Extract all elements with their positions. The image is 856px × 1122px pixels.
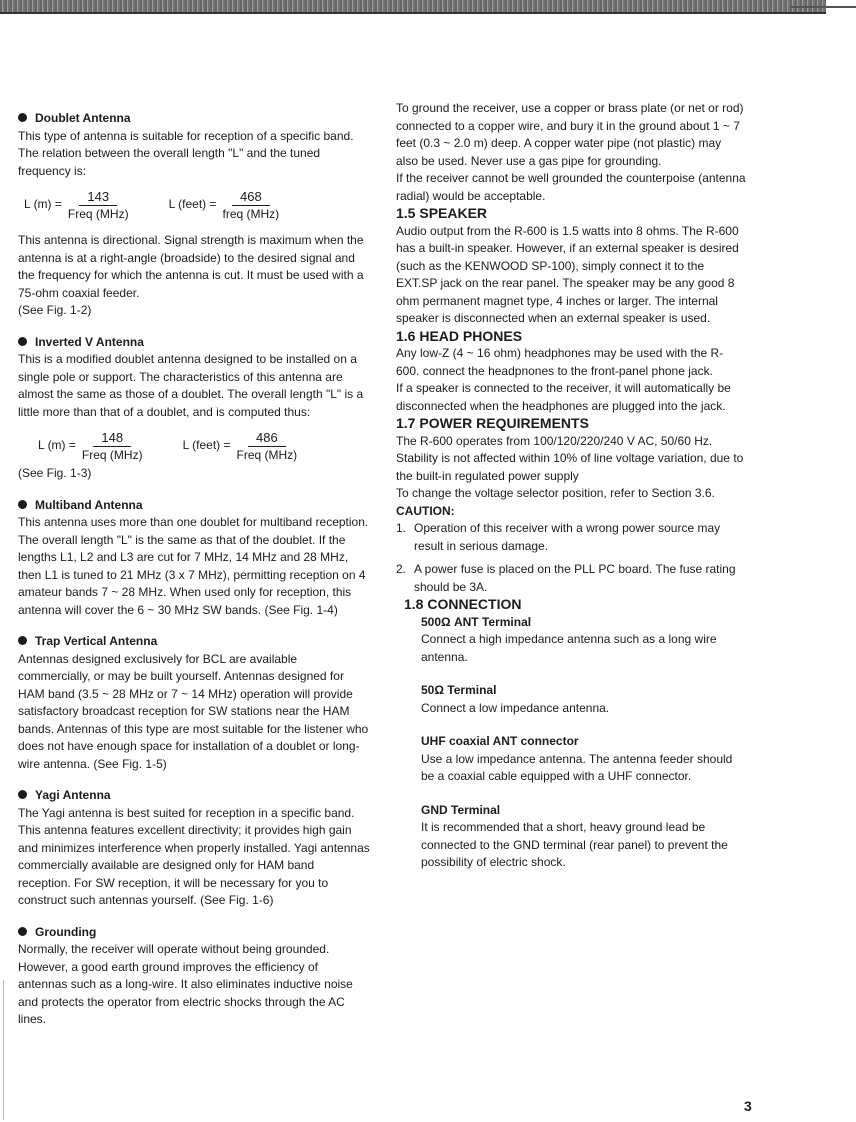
- yagi-para-1: The Yagi antenna is best suited for reception in a specific band. This antenna features excellent directivity; it provides high gain and minimizes interference when properly installed. Yagi antennas commercially available are designed only for HAM band reception. For SW reception, it will be necessary for you to construct such antennas yourself. (See Fig. 1-6): [18, 805, 370, 907]
- caution-item: 1. Operation of this receiver with a wrong power source may result in serious damage.: [396, 521, 721, 553]
- doublet-formula: [18, 186, 370, 224]
- ground-para-2: If the receiver cannot be well grounded the counterpoise (antenna radial) would be acceptable.: [396, 171, 746, 203]
- power-para-2: To change the voltage selector position, refer to Section 3.6.: [396, 486, 715, 500]
- page-number: 3: [744, 1098, 752, 1114]
- bullet-icon: [18, 337, 27, 346]
- caution-label: CAUTION:: [396, 503, 455, 518]
- inverted-v-heading: Inverted V Antenna: [18, 334, 370, 352]
- formula-fraction: $\frac{486}{\text{Freq (MHz)}}$: [236, 430, 298, 462]
- multiband-heading: Multiband Antenna: [18, 497, 370, 515]
- doublet-heading: Doublet Antenna: [18, 110, 370, 128]
- inverted-v-fig-ref: (See Fig. 1-3): [18, 466, 92, 480]
- formula-label: L (feet) =: [182, 438, 231, 453]
- gnd-terminal-text: It is recommended that a short, heavy ground lead be connected to the GND terminal (rear panel) to prevent the possibility of electric shock.: [421, 820, 728, 869]
- right-column: [396, 100, 746, 872]
- formula-label: L (m) =: [24, 197, 62, 212]
- uhf-connector-heading: UHF coaxial ANT connector: [421, 734, 579, 748]
- trap-vertical-para-1: Antennas designed exclusively for BCL are available commercially, or may be built yourself. Antennas designed for HAM band (3.5 ~ 28 MHz or 7 ~ 14 MHz) operation will provide satisfactory broadcast reception for SW stations near the HAM bands. Antennas of this type are most suitable for the listener who does not have enough space for installation of a doublet or long-wire antenna. (See Fig. 1-5): [18, 651, 369, 771]
- formula-label: L (feet) =: [168, 197, 217, 212]
- header-rule: [0, 12, 826, 14]
- trap-vertical-heading: Trap Vertical Antenna: [18, 633, 370, 651]
- uhf-connector-text: Use a low impedance antenna. The antenna feeder should be a coaxial cable equipped with a UHF connector.: [421, 751, 733, 783]
- power-heading: 1.7 POWER REQUIREMENTS: [396, 415, 589, 431]
- bullet-icon: [18, 790, 27, 799]
- formula-label: L (m) =: [38, 438, 76, 453]
- inverted-v-formula: [18, 427, 370, 465]
- doublet-fig-ref: (See Fig. 1-2): [18, 303, 92, 317]
- formula-fraction: $\frac{143}{\text{Freq (MHz)}}$: [67, 189, 129, 221]
- ground-para-1: To ground the receiver, use a copper or brass plate (or net or rod) connected to a copper wire, and bury it in the ground about 1 ~ 7 feet (0.3 ~ 2.0 m) deep. A copper water pipe (not plastic) may also be used. Never use a gas pipe for grounding.: [396, 101, 744, 168]
- bullet-icon: [18, 636, 27, 645]
- multiband-para-1: This antenna uses more than one doublet for multiband reception. The overall length "L" is the same as that of the doublet. If the lengths L1, L2 and L3 are cut for 7 MHz, 14 MHz and 28 MHz, then L1 is tuned to 21 MHz (3 x 7 MHz), permitting reception on 4 amateur bands 7 ~ 28 MHz. When used only for reception, this antenna will cover the 6 ~ 30 MHz SW bands. (See Fig. 1-4): [18, 515, 369, 617]
- bullet-icon: [18, 113, 27, 122]
- doublet-para-1: This type of antenna is suitable for reception of a specific band.: [18, 128, 354, 143]
- connection-heading: 1.8 CONNECTION: [404, 596, 522, 612]
- grounding-para-1: Normally, the receiver will operate without being grounded. However, a good earth ground improves the efficiency of antennas such as a long-wire. It also eliminates inductive noise and protects the operator from electric shocks through the AC lines.: [18, 942, 353, 1026]
- ant-50-heading: 50Ω Terminal: [421, 683, 497, 697]
- ant-50-text: Connect a low impedance antenna.: [421, 700, 610, 715]
- formula-fraction: $\frac{148}{\text{Freq (MHz)}}$: [81, 430, 143, 462]
- speaker-para-1: Audio output from the R-600 is 1.5 watts into 8 ohms. The R-600 has a built-in speaker. However, if an external speaker is desired (such as the KENWOOD SP-100), simply connect it to the EXT.SP jack on the rear panel. The speaker may be any good 8 ohm permanent magnet type, 4 inches or larger. The internal speaker is disconnected when an external speaker is used.: [396, 223, 739, 325]
- doublet-para-3: This antenna is directional. Signal strength is maximum when the antenna is at a right-angle (broadside) to the desired signal and the frequency for which the antenna is cut. It must be used with a 75-ohm coaxial feeder.: [18, 233, 364, 300]
- headphones-heading: 1.6 HEAD PHONES: [396, 327, 523, 344]
- page-edge-line: [3, 980, 4, 1120]
- grounding-heading: Grounding: [18, 924, 370, 942]
- yagi-heading: Yagi Antenna: [18, 787, 370, 805]
- headphones-para-2: If a speaker is connected to the receiver, it will automatically be disconnected when the headphones are plugged into the jack.: [396, 381, 731, 413]
- bullet-icon: [18, 927, 27, 936]
- formula-fraction: $\frac{468}{\text{freq (MHz)}}$: [222, 189, 280, 221]
- corner-mark: [790, 6, 856, 8]
- speaker-heading: 1.5 SPEAKER: [396, 205, 488, 221]
- bullet-icon: [18, 500, 27, 509]
- scan-header-bar: [0, 0, 826, 12]
- ant-500-heading: 500Ω ANT Terminal: [421, 614, 532, 629]
- headphones-para-1: Any low-Z (4 ~ 16 ohm) headphones may be used with the R-600. connect the headpnones to the front-panel phone jack.: [396, 346, 724, 378]
- caution-item: 2. A power fuse is placed on the PLL PC board. The fuse rating should be 3A.: [396, 562, 736, 594]
- ant-500-text: Connect a high impedance antenna such as a long wire antenna.: [421, 632, 717, 664]
- connection-subsections: [421, 614, 746, 872]
- doublet-para-2: The relation between the overall length "L" and the tuned frequency is:: [18, 146, 321, 178]
- left-column: [18, 110, 370, 1029]
- gnd-terminal-heading: GND Terminal: [421, 802, 501, 817]
- inverted-v-para-1: This is a modified doublet antenna designed to be installed on a single pole or support. The characteristics of this antenna are almost the same as those of a doublet. The overall length "L" is a little more than that of a doublet, and is computed thus:: [18, 352, 364, 419]
- power-para-1: The R-600 operates from 100/120/220/240 V AC, 50/60 Hz. Stability is not affected within 10% of line voltage variation, due to the built-in regulated power supply: [396, 433, 744, 483]
